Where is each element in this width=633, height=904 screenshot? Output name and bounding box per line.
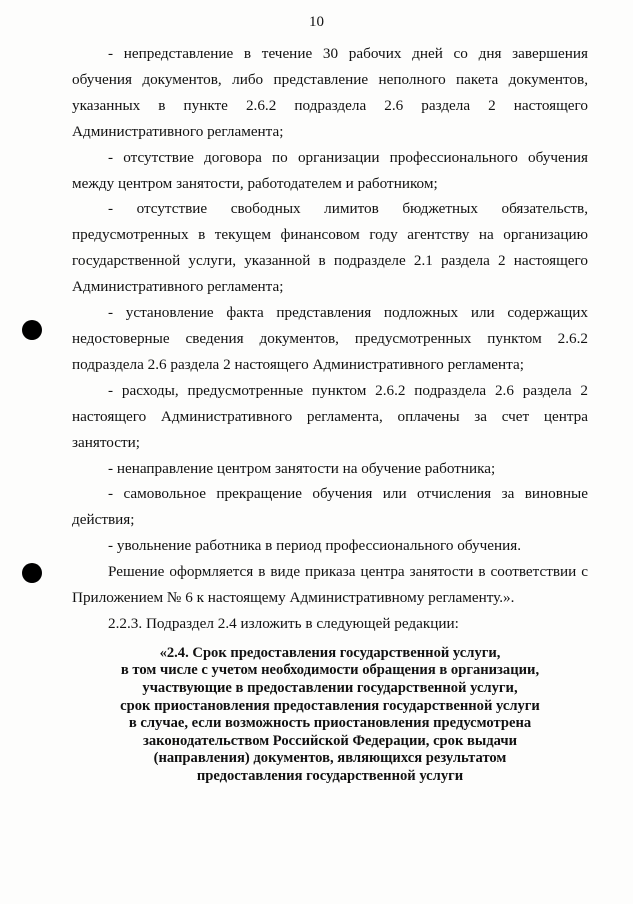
binder-hole <box>22 563 42 583</box>
heading-line: срок приостановления предоставления государственной услуги <box>120 697 540 714</box>
paragraph-no-budget-limits: - отсутствие свободных лимитов бюджетных обязательств, предусмотренных в текущем финансовом году агентству на организацию государственной услуги, указанной в подразделе 2.1 раздела 2 настоящего Административного регламента; <box>72 200 588 296</box>
heading-line: законодательством Российской Федерации, срок выдачи <box>142 732 518 749</box>
heading-line: в случае, если возможность приостановления предусмотрена <box>128 715 532 732</box>
heading-line: (направления) документов, являющихся результатом <box>153 750 507 767</box>
paragraph-expenses-paid: - расходы, предусмотренные пунктом 2.6.2 подраздела 2.6 раздела 2 настоящего Административного регламента, оплачены за счет центра занятости; <box>72 381 588 451</box>
paragraph-forged-documents: - установление факта представления подложных или содержащих недостоверные сведения документов, предусмотренных пунктом 2.6.2 подраздела 2.6 раздела 2 настоящего Административного регламента; <box>72 304 588 373</box>
paragraph-decision-order: Решение оформляется в виде приказа центра занятости в соответствии с Приложением № 6 к настоящему Административному регламенту.». <box>72 563 588 607</box>
binder-hole <box>22 320 42 340</box>
heading-line: предоставления государственной услуги <box>196 768 464 784</box>
heading-line: «2.4. Срок предоставления государственной услуги, <box>159 644 501 661</box>
document-body <box>72 41 588 786</box>
heading-line: в том числе с учетом необходимости обращения в организации, <box>120 662 540 679</box>
paragraph-subsection-2-4: 2.2.3. Подраздел 2.4 изложить в следующей редакции: <box>108 614 459 632</box>
section-heading-2-4 <box>72 645 588 786</box>
paragraph-dismissal: - увольнение работника в период профессионального обучения. <box>108 537 522 555</box>
heading-line: участвующие в предоставлении государственной услуги, <box>142 680 518 697</box>
paragraph-self-termination: - самовольное прекращение обучения или отчисления за виновные действия; <box>72 485 588 529</box>
paragraph-nonsubmission: - непредставление в течение 30 рабочих дней со дня завершения обучения документов, либо представление неполного пакета документов, указанных в пункте 2.6.2 подраздела 2.6 раздела 2 настоящего Административного регламента; <box>72 45 588 140</box>
page-number: 10 <box>309 14 324 30</box>
paragraph-not-referred: - ненаправление центром занятости на обучение работника; <box>108 459 496 477</box>
paragraph-no-contract: - отсутствие договора по организации профессионального обучения между центром занятости, работодателем и работником; <box>72 148 588 192</box>
